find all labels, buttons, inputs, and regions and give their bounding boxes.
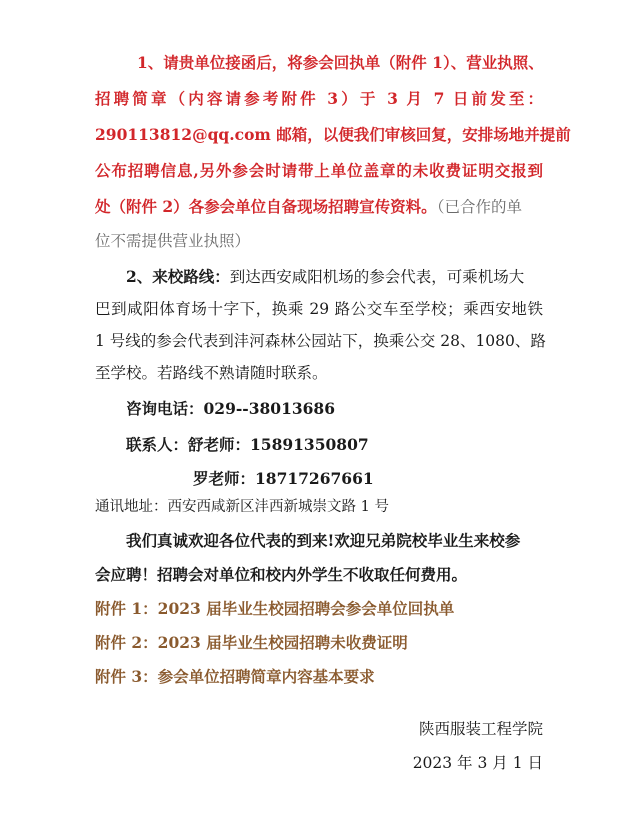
route-text-1: 到达西安咸阳机场的参会代表，可乘机场大 — [229, 268, 525, 286]
route-line-2: 巴到咸阳体育场十字下，换乘 29 路公交车至学校；乘西安地铁 — [95, 300, 543, 318]
para1-line-4: 公布招聘信息,另外参会时请带上单位盖章的未收费证明交报到 — [95, 161, 543, 180]
para1-line-5-gray: （已合作的单 — [436, 198, 522, 216]
route-line-3: 1 号线的参会代表到沣河森林公园站下，换乘公交 28、1080、路 — [95, 332, 546, 350]
contact-line-1: 联系人：舒老师：15891350807 — [126, 435, 369, 454]
para1-line-6: 位不需提供营业执照） — [95, 232, 251, 250]
para1-line-5-red: 处（附件 2）各参会单位自备现场招聘宣传资料。 — [95, 197, 437, 216]
route-line-1 — [126, 266, 524, 288]
attachment-3: 附件 3：参会单位招聘简章内容基本要求 — [95, 667, 375, 686]
org-signature: 陕西服装工程学院 — [418, 720, 543, 738]
contact-line-2: 罗老师：18717267661 — [193, 469, 374, 488]
route-line-4: 至学校。若路线不熟请随时联系。 — [95, 364, 328, 382]
attachment-1: 附件 1：2023 届毕业生校园招聘会参会单位回执单 — [95, 599, 455, 618]
para1-line-3: 290113812@qq.com 邮箱，以便我们审核回复，安排场地并提前 — [95, 125, 571, 144]
welcome-line-2: 会应聘！招聘会对单位和校内外学生不收取任何费用。 — [95, 565, 468, 584]
para1-line-5 — [95, 196, 522, 218]
para1-line-1: 1、请贵单位接函后，将参会回执单（附件 1）、营业执照、 — [137, 53, 544, 72]
route-label: 2、来校路线： — [126, 267, 230, 286]
phone-line: 咨询电话：029--38013686 — [126, 399, 336, 418]
welcome-line-1: 我们真诚欢迎各位代表的到来!欢迎兄弟院校毕业生来校参 — [126, 531, 521, 550]
address-line: 通讯地址：西安西咸新区沣西新城崇文路 1 号 — [95, 499, 389, 515]
signature-date: 2023 年 3 月 1 日 — [412, 754, 543, 772]
para1-line-2: 招聘简章（内容请参考附件 3）于 3 月 7 日前发至： — [95, 89, 543, 108]
attachment-2: 附件 2：2023 届毕业生校园招聘未收费证明 — [95, 633, 408, 652]
